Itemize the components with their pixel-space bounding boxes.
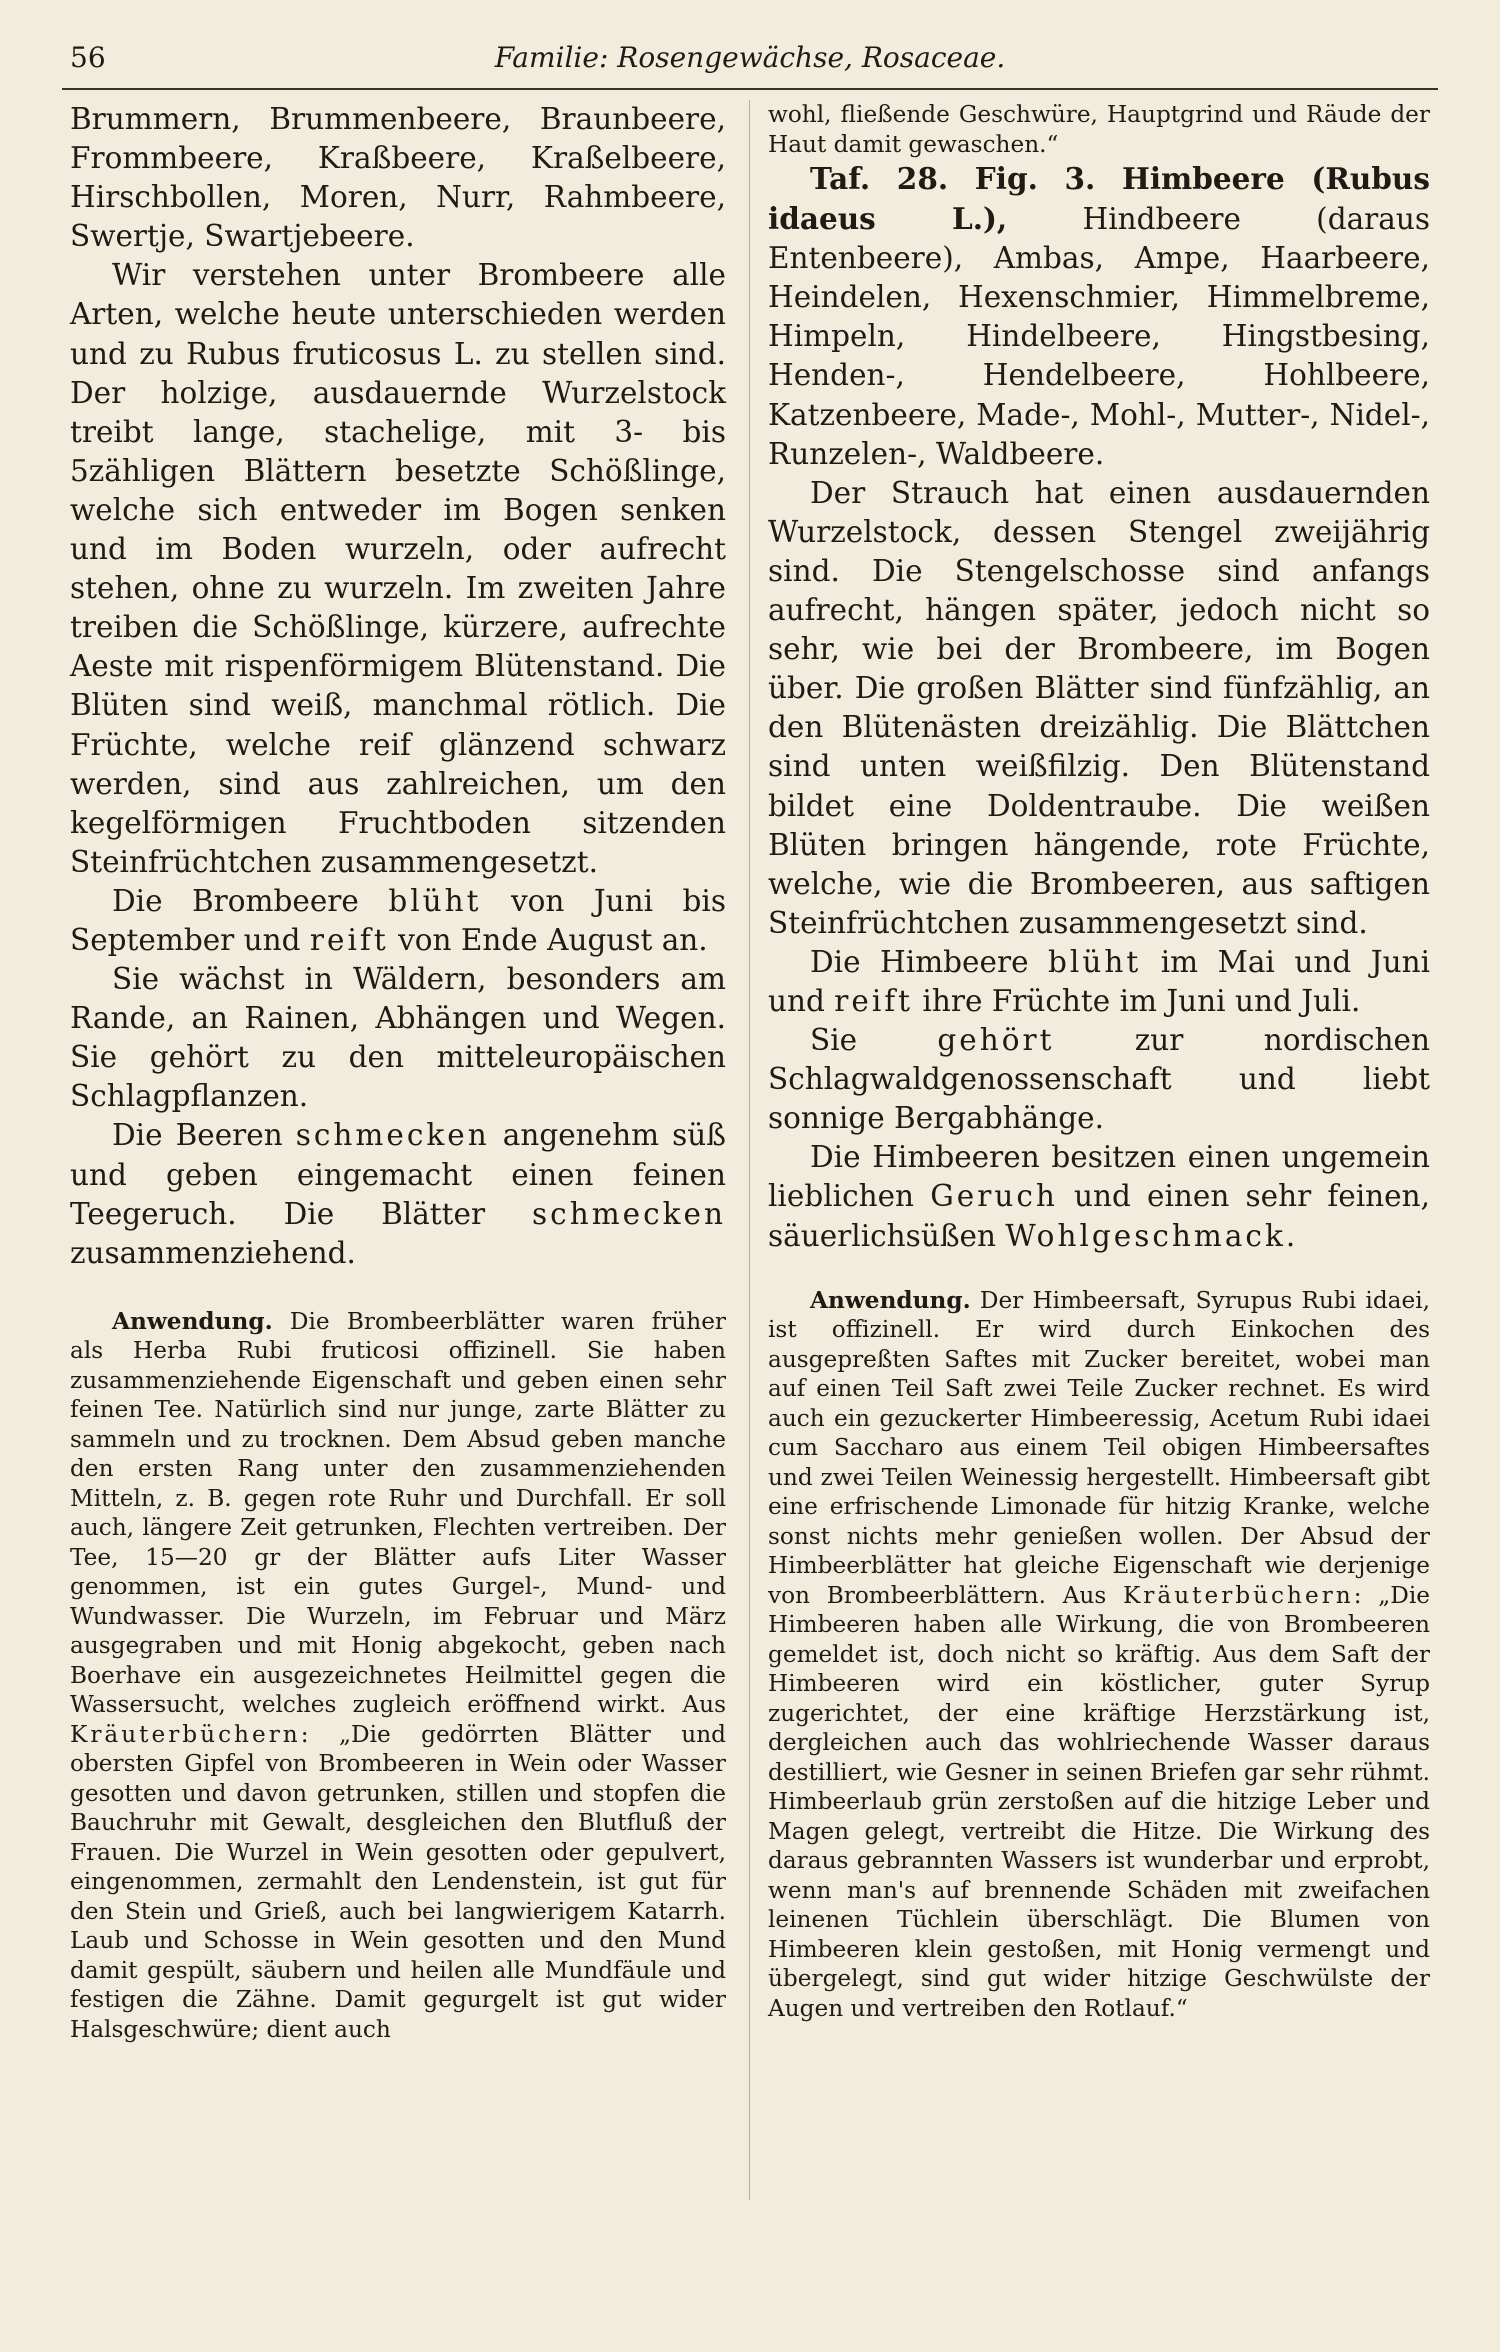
raspberry-smell: Die Himbeeren besitzen einen ungemein lieblichen Geruch und einen sehr feinen, säuerlichsüßen Wohlgeschmack. bbox=[768, 1140, 1430, 1253]
page-header bbox=[62, 36, 1438, 80]
header-rule bbox=[62, 88, 1438, 90]
raspberry-bloom: Die Himbeere blüht im Mai und Juni und reift ihre Früchte im Juni und Juli. bbox=[768, 944, 1431, 1018]
raspberry-heading: Taf. 28. Fig. 3. Himbeere (Rubus idaeus L.), Hindbeere (daraus Entenbeere), Ambas, Ampe, Haarbeere, Heindelen, Hexenschmier, Himmelbreme, Himpeln, Hindelbeere, Hingstbesing, Henden-, Hendelbeere, Hohlbeere, Katzenbeere, Made-, Mohl-, Mutter-, Nidel-, Runzelen-, Waldbeere. bbox=[768, 161, 1430, 471]
raspberry-description: Der Strauch hat einen ausdauernden Wurzelstock, dessen Stengel zweijährig sind. Die Stengelschosse sind anfangs aufrecht, hängen später, jedoch nicht so sehr, wie bei der Brombeere, im Bogen über. Die großen Blätter sind fünfzählig, an den Blütenästen dreizählig. Die Blättchen sind unten weißfilzig. Den Blütenstand bildet eine Doldentraube. Die weißen Blüten bringen hängende, rote Früchte, welche, wie die Brombeeren, aus saftigen Steinfrüchtchen zusammengesetzt sind. bbox=[768, 475, 1430, 940]
usage-label: Anwendung. bbox=[810, 1286, 971, 1314]
spacer bbox=[768, 1256, 1430, 1286]
blackberry-description: Wir verstehen unter Brombeere alle Arten, welche heute unterschieden werden und zu Rubus fruticosus L. zu stellen sind. Der holzige, ausdauernde Wurzelstock treibt lange, stachelige, mit 3- bis 5zähligen Blättern besetzte Schößlinge, welche sich entweder im Bogen senken und im Boden wurzeln, oder aufrecht stehen, ohne zu wurzeln. Im zweiten Jahre treiben die Schößlinge, kürzere, aufrechte Aeste mit rispenförmigem Blütenstand. Die Blüten sind weiß, manchmal rötlich. Die Früchte, welche reif glänzend schwarz werden, sind aus zahlreichen, um den kegelförmigen Fruchtboden sitzenden Steinfrüchtchen zusammengesetzt. bbox=[70, 258, 726, 879]
spacer bbox=[70, 1273, 726, 1307]
raspberry-usage: Anwendung. Der Himbeersaft, Syrupus Rubi idaei, ist offizinell. Er wird durch Einkochen des ausgepreßten Saftes mit Zucker bereitet, wobei man auf einen Teil Saft zwei Teile Zucker rechnet. Es wird auch ein gezuckerter Himbeeressig, Acetum Rubi idaei cum Saccharo aus einem Teil obigen Himbeersaftes und zwei Teilen Weinessig hergestellt. Himbeersaft gibt eine erfrischende Limonade für hitzig Kranke, welche sonst nichts mehr genießen wollen. Der Absud der Himbeerblätter hat gleiche Eigenschaft wie derjenige von Brombeerblättern. Aus Kräuterbüchern: „Die Himbeeren haben alle Wirkung, die von Brombeeren gemeldet ist, doch nicht so kräftig. Aus dem Saft der Himbeeren wird ein köstlicher, guter Syrup zugerichtet, der eine kräftige Herzstärkung ist, dergleichen auch das wohlriechende Wasser daraus destilliert, wie Gesner in seinen Briefen gar sehr rühmt. Himbeerlaub grün zerstoßen auf die hitzige Leber und Magen gelegt, vertreibt die Hitze. Die Wirkung des daraus gebrannten Wassers ist wunderbar und erprobt, wenn man's auf brennende Schäden mit zweifachen leinenen Tüchlein überschlägt. Die Blumen von Himbeeren klein gestoßen, mit Honig vermengt und übergelegt, sind gut wider hitzige Geschwülste der Augen und vertreiben den Rotlauf.“ bbox=[768, 1286, 1430, 2022]
usage-label: Anwendung. bbox=[112, 1307, 273, 1335]
page-number: 56 bbox=[70, 41, 106, 74]
raspberry-habitat: Sie gehört zur nordischen Schlagwaldgenossenschaft und liebt sonnige Bergabhänge. bbox=[768, 1023, 1430, 1136]
column-divider bbox=[749, 100, 750, 2200]
left-column bbox=[70, 100, 726, 2044]
blackberry-names: Brummern, Brummenbeere, Braunbeere, Frommbeere, Kraßbeere, Kraßelbeere, Hirschbollen, Moren, Nurr, Rahmbeere, Swertje, Swartjebeere. bbox=[70, 102, 726, 254]
running-title: Familie: Rosengewächse, Rosaceae. bbox=[494, 41, 1006, 74]
blackberry-bloom: Die Brombeere blüht von Juni bis September und reift von Ende August an. bbox=[70, 883, 726, 957]
blackberry-habitat: Sie wächst in Wäldern, besonders am Rande, an Rainen, Abhängen und Wegen. Sie gehört zu den mitteleuropäischen Schlagpflanzen. bbox=[70, 962, 726, 1114]
right-column bbox=[768, 100, 1430, 2023]
blackberry-taste: Die Beeren schmecken angenehm süß und geben eingemacht einen feinen Teegeruch. Die Blätter schmecken zusammenziehend. bbox=[70, 1118, 726, 1270]
raspberry-title: Himbeere (Rubus idaeus L.), bbox=[768, 161, 1430, 237]
blackberry-usage: Anwendung. Die Brombeerblätter waren früher als Herba Rubi fruticosi offizinell. Sie haben zusammenziehende Eigenschaft und geben einen sehr feinen Tee. Natürlich sind nur junge, zarte Blätter zu sammeln und zu trocknen. Dem Absud geben manche den ersten Rang unter den zusammenziehenden Mitteln, z. B. gegen rote Ruhr und Durchfall. Er soll auch, längere Zeit getrunken, Flechten vertreiben. Der Tee, 15—20 gr der Blätter aufs Liter Wasser genommen, ist ein gutes Gurgel-, Mund- und Wundwasser. Die Wurzeln, im Februar und März ausgegraben und mit Honig abgekocht, geben nach Boerhave ein ausgezeichnetes Heilmittel gegen die Wassersucht, welches zugleich eröffnend wirkt. Aus Kräuterbüchern: „Die gedörrten Blätter und obersten Gipfel von Brombeeren in Wein oder Wasser gesotten und davon getrunken, stillen und stopfen die Bauchruhr mit Gewalt, desgleichen den Blutfluß der Frauen. Die Wurzel in Wein gesotten oder gepulvert, eingenommen, zermahlt den Lendenstein, ist gut für den Stein und Grieß, auch bei langwierigem Katarrh. Laub und Schosse in Wein gesotten und den Mund damit gespült, säubern und heilen alle Mundfäule und festigen die Zähne. Damit gegurgelt ist gut wider Halsgeschwüre; dient auch bbox=[70, 1307, 726, 2043]
continued-quote: wohl, fließende Geschwüre, Hauptgrind und Räude der Haut damit gewaschen.“ bbox=[768, 101, 1430, 158]
